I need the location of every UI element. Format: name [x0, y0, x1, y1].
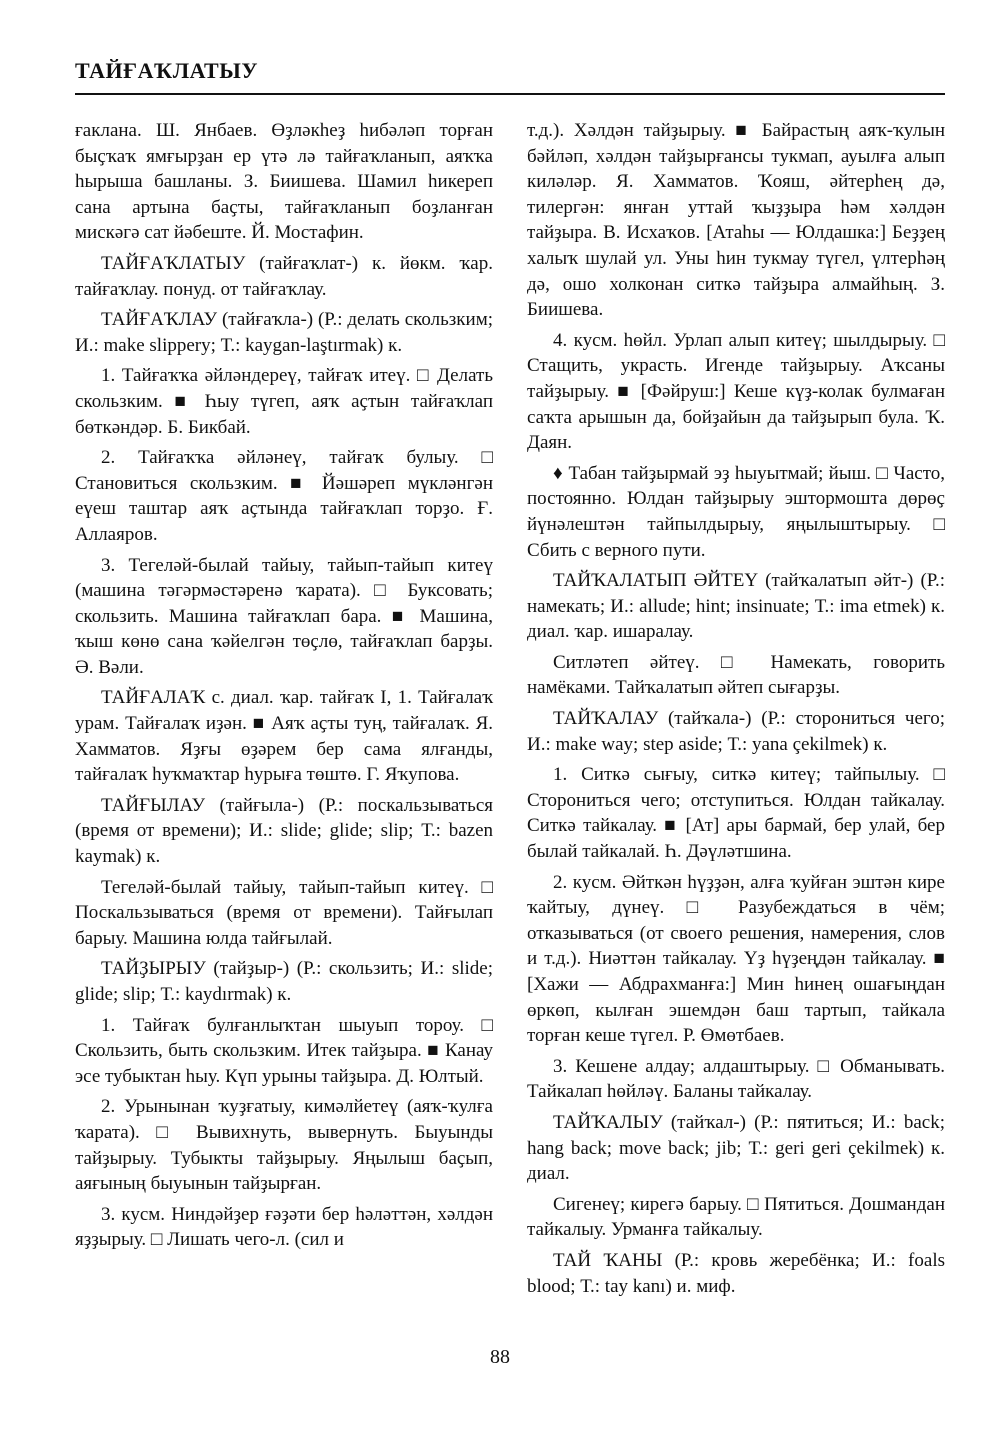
entry-paragraph: 2. Урынынан ҡуҙғатыу, кимәлйетеү (аяҡ-ҡулға ҡарата). □ Вывихнуть, вывернуть. Быуынды тайҙырыу. Тубыкты тайҙырыу. Яңылыш баҫып, аяғының быуынын тайҙырған. [75, 1096, 493, 1195]
entry-paragraph: 3. Тегеләй-былай тайыу, тайып-тайып китеү (машина тәгәрмәстәренә ҡарата). □ Буксовать; скользить. Машина тайғаҡлап бара. ■ Машина, ҡыш көнө сана ҡәйелгән төҫлө, тайғаҡлап барҙы. Ә. Вәли. [75, 554, 493, 678]
entry-paragraph: Ситләтеп әйтеү. □ Намекать, говорить намёками. Тайҡалатып әйтеп сығарҙы. [527, 651, 945, 699]
entry-paragraph: 1. Ситкә сығыу, ситкә китеү; тайпылыу. □ Сторониться чего; отступиться. Юлдан тайкалау. Ситкә тайкалау. ■ [Ат] ары бармай, бер улай, бер былай тайкалай. Һ. Дәүләтшина. [527, 764, 945, 863]
running-head: ТАЙҒАҠЛАТЫУ [75, 58, 258, 83]
right-column [527, 118, 945, 1304]
entry-paragraph: т.д.). Хәлдән тайҙырыу. ■ Байрастың аяҡ-ҡулын бәйләп, хәлдән тайҙырғансы тукмап, ауылға алып киләләр. Я. Хамматов. Ҡояш, әйтерһең дә, тилергән: янған уттай ҡыҙҙыра һәм хәлдән тайҙыра. В. Исхаҡов. [Атаһы — Юлдашка:] Беҙҙең халыҡ шулай ул. Уны һин тукмау түгел, үлтерһәң дә, ошо холконан ситкә тайҙыра алмайһың. З. Биишева. [527, 120, 945, 321]
entry-paragraph: 2. кусм. Әйткән һүҙҙән, алға ҡуйған эштән кире ҡайтыу, дүнеү. □ Разубеждаться в чём; отказываться (от своего решения, намерения, слов и т.д.). Ниәттән тайкалау. Үҙ һүҙеңдән тайкалау. ■ [Хажи — Абдрахманға:] Мин һинең ошағыңдан өркөп, кылған эшемдән баш тартып, тайкала торған кеше түгел. Р. Өмөтбаев. [527, 871, 945, 1047]
entry-paragraph: ТАЙҠАЛАТЫП ӘЙТЕҮ (тайҡалатып әйт-) (Р.: намекать; И.: allude; hint; insinuate; Т.: ima etmek) к. диал. ҡар. ишаралау. [527, 570, 945, 643]
entry-paragraph: ТАЙҠАЛАУ (тайҡала-) (Р.: сторониться чего; И.: make way; step aside; Т.: yana çekilmek) к. [527, 708, 945, 755]
entry-paragraph: Сигенеү; кирегә барыу. □ Пятиться. Дошмандан тайкалыу. Урманға тайкалыу. [527, 1193, 945, 1241]
entry-paragraph: Тегеләй-былай тайыу, тайып-тайып китеү. □ Поскальзываться (время от времени). Тайғылап барыу. Машина юлда тайғылай. [75, 876, 493, 949]
entry-paragraph: ТАЙҒЫЛАУ (тайғыла-) (Р.: поскальзываться (время от времени); И.: slide; glide; slip; Т.: bazen kaymak) к. [75, 794, 493, 868]
entry-paragraph: 4. кусм. һөйл. Урлап алып китеү; шылдырыу. □ Стащить, украсть. Игенде тайҙырыу. Аҡсаны тайҙырыу. ■ [Фәйруш:] Кеше күҙ-колак булмаған саҡта арышын да, бойҙайын да тайҙырып була. Ҡ. Даян. [527, 329, 945, 454]
entry-paragraph: ТАЙ ҠАНЫ (Р.: кровь жеребёнка; И.: foals blood; Т.: tay kanı) и. миф. [527, 1249, 945, 1297]
entry-paragraph: ТАЙҠАЛЫУ (тайҡал-) (Р.: пятиться; И.: back; hang back; move back; jib; Т.: geri geri çekilmek) к. диал. [527, 1111, 945, 1185]
entry-paragraph: ТАЙҘЫРЫУ (тайҙыр-) (Р.: скользить; И.: slide; glide; slip; Т.: kaydırmak) к. [75, 958, 493, 1005]
left-column [75, 118, 493, 1258]
entry-paragraph: 1. Тайғаҡ булғанлыҡтан шыуып тороу. □ Скользить, быть скользким. Итек тайҙыра. ■ Канау эсе тубыктан һыу. Күп урыны тайҙыра. Д. Юлтый. [75, 1014, 493, 1087]
entry-paragraph: ТАЙҒАҠЛАУ (тайғаҡла-) (Р.: делать скользким; И.: make slippery; Т.: kaygan-laştırmak) к. [75, 309, 493, 356]
entry-paragraph: 2. Тайғаҡҡа әйләнеү, тайғаҡ булыу. □ Становиться скользким. ■ Йәшәреп мүкләнгән еүеш таштар аяҡ аҫтында тайғаҡлап торҙо. Ғ. Аллаяров. [75, 447, 493, 545]
entry-paragraph: ♦ Табан тайҙырмай эҙ һыуытмай; йыш. □ Часто, постоянно. Юлдан тайҙырыу эштормошта дөрөҫ йүнәлештән тайпылдырыу, яңылыштырыу. □ Сбить с верного пути. [527, 462, 945, 561]
entry-paragraph: 1. Тайғаҡҡа әйләндереү, тайғаҡ итеү. □ Делать скользким. ■ Һыу түгеп, аяҡ аҫтын тайғаҡлап бөткәндәр. Б. Бикбай. [75, 365, 493, 438]
entry-paragraph: ТАЙҒАЛАҠ с. диал. ҡар. тайғаҡ I, 1. Тайғалаҡ урам. Тайғалаҡ иҙән. ■ Аяҡ аҫты туң, тайғалаҡ. Я. Хамматов. Яҙғы өҙәрем бер сама ялғанды, тайғалаҡ һуҡмаҡтар һурыға төштө. Г. Яҡупова. [75, 687, 493, 786]
entry-paragraph: 3. Кешене алдау; алдаштырыу. □ Обманывать. Тайкалап һөйләү. Баланы тайкалау. [527, 1055, 945, 1103]
entry-paragraph: ғаклана. Ш. Янбаев. Өҙләкһеҙ һибәләп торған быҫҡаҡ ямғырҙан ер үтә лә тайғаҡланып, аяҡҡа һырыша башланы. З. Биишева. Шамил һикереп сана артына баҫты, тайғаҡланып боҙланған мискәгә сат йәбеште. Й. Мостафин. [75, 120, 493, 244]
page-number: 88 [490, 1346, 510, 1368]
header-rule [75, 93, 945, 95]
entry-paragraph: ТАЙҒАҠЛАТЫУ (тайғаҡлат-) к. йөкм. ҡар. тайғаҡлау. понуд. от тайғаҡлау. [75, 252, 493, 300]
entry-paragraph: 3. кусм. Ниндәйҙер ғәҙәти бер һәләттән, хәлдән яҙҙырыу. □ Лишать чего-л. (сил и [75, 1203, 493, 1251]
